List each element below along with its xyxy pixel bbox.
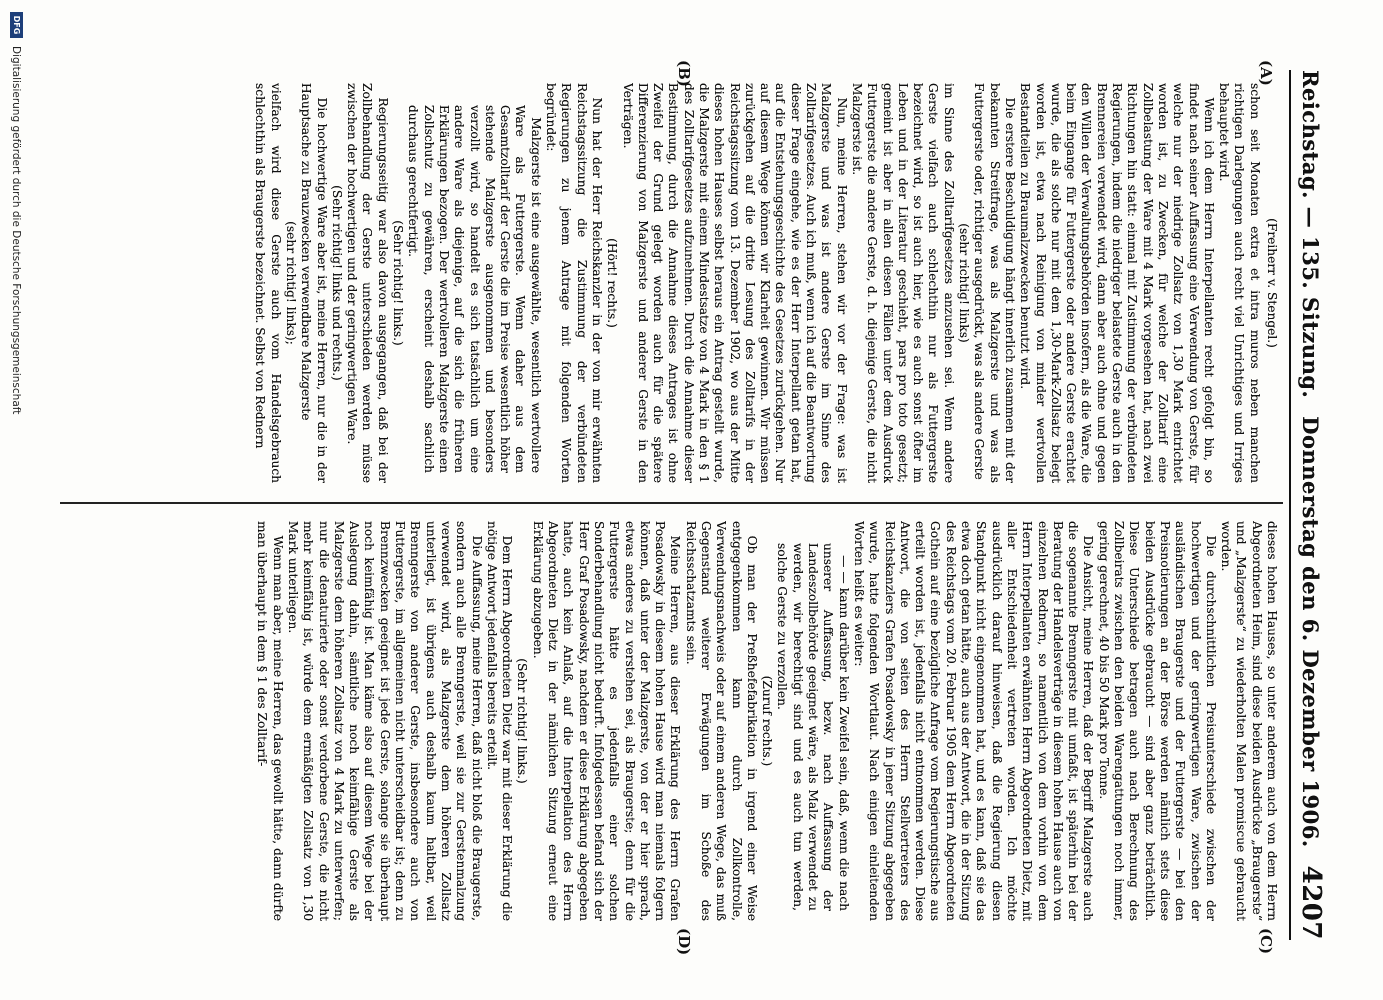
paragraph: — — kann darüber kein Zweifel sein, daß, wenn die nach unserer Auffassung, bezw. nach Auffassung der Landeszollbehörde geeignet wäre, als Malz verwendet zu werden, wir berechtigt sind und es auch tun werden, solche Gerste zu verzollen. [775, 543, 851, 911]
credit-text: Digitalisierung gefördert durch die Deutsche Forschungsgemeinschaft [10, 46, 23, 415]
paragraph: Die durchschnittlichen Preisunterschiede zwischen der hochwertigen und der geringwertigen Ware, zwischen der ausländischen Braugerste und der Futtergerste — bei den Preisnotierungen an der Börse werden nämlich stets diese beiden Ausdrücke gebraucht — sind aber ganz beträchtlich. Diese Unterschiede betragen auch nach Berechnung des Zollbeirats zwischen den beiden Warengattungen noch immer, gering gerechnet, 40 bis 50 Mark pro Tonne. [1096, 521, 1218, 921]
paragraph: Die Ansicht, meine Herren, daß der Begriff Malzgerste auch die sogenannte Brenngerste mit umfaßt, ist späterhin bei der Beratung der Handelsverträge in diesem hohen Hause auch von einzelnen Rednern, so namentlich von dem vorhin von dem Herrn Interpellanten erwähnten Herrn Abgeordneten Dietz, mit aller Entschiedenheit vertreten worden. Ich möchte ausdrücklich darauf hinweisen, daß die Regierung diesen Standpunkt nicht eingenommen hat, und es kann, daß sie das etwa doch getan hätte, auch aus der Antwort, die in der Sitzung des Reichstags vom 20. Februar 1905 dem Herrn Abgeordneten Gothein auf eine bezügliche Anfrage vom Regierungstische aus erteilt worden ist, jedenfalls nicht entnommen werden. Diese Antwort, die von seiten des Herrn Stellvertreters des Reichskanzlers Grafen Posadowsky in jener Sitzung abgegeben wurde, hatte folgenden Wortlaut. Nach einigen einleitenden Worten heißt es weiter: [851, 521, 1096, 921]
paragraph: Die erstere Beschuldigung hängt innerlich zusammen mit der bekannten Streitfrage, was als Malzgerste und was als Futtergerste oder, richtiger ausgedrückt, was als andere Gerste [972, 83, 1017, 483]
interjection: (Sehr richtig! links.) [515, 658, 530, 784]
header-date: Donnerstag den 6. Dezember 1906. [1298, 416, 1324, 848]
header-rule [1289, 70, 1291, 940]
interjection: (Zuruf rechts.) [760, 675, 775, 767]
margin-letter-c: (C) [1257, 928, 1275, 955]
left-text-column [60, 83, 1279, 483]
paragraph: schon seit Monaten extra et intra muros neben manchen richtigen Darlegungen auch recht viel Unrichtiges und Irriges behauptet wird. [1217, 83, 1262, 483]
interjection: (Sehr richtig! links.) [391, 220, 406, 346]
paragraph: Regierungsseitig war also davon ausgegangen, daß bei der Zollbehandlung der Gerste unterschieden werden müsse zwischen der hochwertigen und der geringwertigen Ware. [345, 83, 390, 483]
paragraph: Die hochwertige Ware aber ist, meine Herren, nur die in der Hauptsache zu Brauzwecken verwendbare Malzgerste [299, 83, 329, 483]
interjection: (Hört! rechts.) [605, 238, 620, 328]
paragraph: vielfach wird diese Gerste auch vom Handelsgebrauch schlechthin als Braugerste bezeichnet. Selbst von Rednern [253, 83, 283, 483]
paragraph: Dem Herrn Abgeordneten Dietz war mit dieser Erklärung die nötige Antwort jedenfalls bereits erteilt. [484, 521, 515, 921]
header-left: Reichstag. — 135. Sitzung. [1298, 70, 1324, 399]
speaker-name: (Freiherr v. Stengel.) [1265, 218, 1279, 348]
margin-letter-b: (B) [675, 60, 693, 87]
column-divider [60, 502, 1283, 504]
right-text-column [60, 521, 1279, 921]
paragraph: Ob man der Preßhefefabrikation in irgend einer Weise entgegenkommen kann durch Zollkontrolle, Verwendungsnachweis oder auf einem anderen Wege, das muß Gegenstand weiterer Erwägungen im Schoße des Reichsschatzamts sein. [683, 521, 759, 921]
paragraph: dieses hohen Hauses, so unter anderem auch von dem Herrn Abgeordneten Heim, sind diese beiden Ausdrücke „Braugerste“ und „Malzgerste“ zu wiederholten Malen promiscue gebraucht worden. [1219, 521, 1279, 921]
paragraph: Wenn man aber, meine Herren, das gewollt hätte, dann dürfte man überhaupt in dem § 1 des Zolltarif- [255, 521, 285, 921]
interjection: (sehr richtig! links); [284, 221, 298, 345]
dfg-logo: DFG [10, 12, 23, 38]
interjection: (sehr richtig! links) [957, 223, 972, 343]
paragraph: im Sinne des Zolltarifgesetzes anzusehen sei. Wenn andere Gerste vielfach auch schlechthin nur als Futtergerste bezeichnet wird, so ist auch hier, wie es auch sonst öfter im Leben und in der Literatur geschieht, pars pro toto gesetzt; gemeint ist aber in allen diesen Fällen unter dem Ausdruck Futtergerste die andere Gerste, d. h. diejenige Gerste, die nicht Malzgerste ist. [849, 83, 956, 483]
margin-letter-a: (A) [1257, 60, 1275, 86]
paragraph: Meine Herren, aus dieser Erklärung des Herrn Grafen Posadowsky in diesem hohen Hause wird man niemals folgern können, daß unter der Malzgerste, von der er hier sprach, etwas anderes zu verstehen sei, als Braugerste; denn für die Futtergerste hätte es jedenfalls einer solchen Sonderbehandlung nicht bedurft. Infolgedessen befand sich der Herr Graf Posadowsky, nachdem er diese Erklärung abgegeben hatte, auch kein Anlaß, auf die Interpellation des Herrn Abgeordneten Dietz in der nämlichen Sitzung erneut eine Erklärung abzugeben. [530, 521, 683, 921]
paragraph: Nun, meine Herren, stehen wir vor der Frage: was ist Malzgerste und was ist andere Gerste im Sinne des Zolltarifgesetzes. Auch ich muß, wenn ich auf die Beantwortung dieser Frage eingehe, wie es der Herr Interpellant getan hat, auf die Entstehungsgeschichte des Gesetzes zurückgehen. Nur auf diesem Wege können wir Klarheit gewinnen. Wir müssen zurückgehen auf die dritte Lesung des Zolltarifs in der Reichstagssitzung vom 13. Dezember 1902, wo aus der Mitte dieses hohen Hauses selbst heraus ein Antrag gestellt wurde, die Malzgerste mit einem Mindestsatze von 4 Mark in den § 1 des Zolltarifgesetzes aufzunehmen. Durch die Annahme dieser Bestimmung, durch die Annahme dieses Antrages ist ohne Zweifel der Grund gelegt worden auch für die spätere Differenzierung von Malzgerste und anderer Gerste in den Verträgen. [620, 83, 849, 483]
page-number: 4207 [1296, 865, 1326, 940]
margin-letter-d: (D) [675, 928, 693, 956]
page-header [1294, 70, 1328, 940]
interjection: (Sehr richtig! links und rechts.) [329, 185, 344, 381]
paragraph: Die Auffassung, meine Herren, daß nicht bloß die Braugerste, sondern auch alle Brenngerste, weil sie zur Gerstenmalzung verwendet wird, als Malzgerste dem höheren Zollsatz unterliegt, ist übrigens auch deshalb kaum haltbar, weil Brenngerste von anderer Gerste, insbesondere auch von Futtergerste, im allgemeinen nicht unterscheidbar ist; denn zu Brennzwecken geeignet ist jede Gerste, solange sie überhaupt noch keimfähig ist. Man käme also auf diesem Wege bei der Auslegung dahin, sämtliche noch keimfähige Gerste als Malzgerste dem höheren Zollsatz von 4 Mark zu unterwerfen; nur die denaturierte oder sonst verdorbene Gerste, die nicht mehr keimfähig ist, würde dem ermäßigten Zollsatz von 1,30 Mark unterliegen. [286, 521, 484, 921]
paragraph: Wenn ich dem Herrn Interpellanten recht gefolgt bin, so findet nach seiner Auffassung eine Verwendung von Gerste, für welche nur der niedrige Zollsatz von 1,30 Mark entrichtet worden ist, zu Zwecken, für welche der Zolltarif eine Zollbelastung der Ware mit 4 Mark vorgesehen hat, nach zwei Richtungen hin statt: einmal mit Zustimmung der verbündeten Regierungen, indem die niedriger belastete Gerste auch in den Brennereien verwendet wird, dann aber auch ohne und gegen den Willen der Verwaltungsbehörden insofern, als die Ware, die beim Eingange für Futtergerste oder andere Gerste erachtet wurde, die als solche nur mit dem 1,30-Mark-Zollsatz belegt worden ist, etwa nach Reinigung von minder wertvollen Bestandteilen zu Braumalzzwecken benutzt wird. [1018, 83, 1216, 483]
digitization-credit [10, 0, 23, 1000]
paragraph: Malzgerste ist eine ausgewählte, wesentlich wertvollere Ware als Futtergerste. Wenn daher aus dem Gesamtzolltarif der Gerste die im Preise wesentlich höher stehende Malzgerste ausgenommen und besonders verzollt wird, so handelt es sich tatsächlich um eine andere Ware als diejenige, auf die sich die früheren Erklärungen bezogen. Der wertvolleren Malzgerste einen Zollschutz zu gewähren, erscheint deshalb sachlich durchaus gerechtfertigt. [406, 105, 543, 473]
paragraph: Nun hat der Herr Reichskanzler in der von mir erwähnten Reichstagssitzung die Zustimmung der verbündeten Regierungen zu jenem Antrage mit folgenden Worten begründet: [544, 83, 604, 483]
